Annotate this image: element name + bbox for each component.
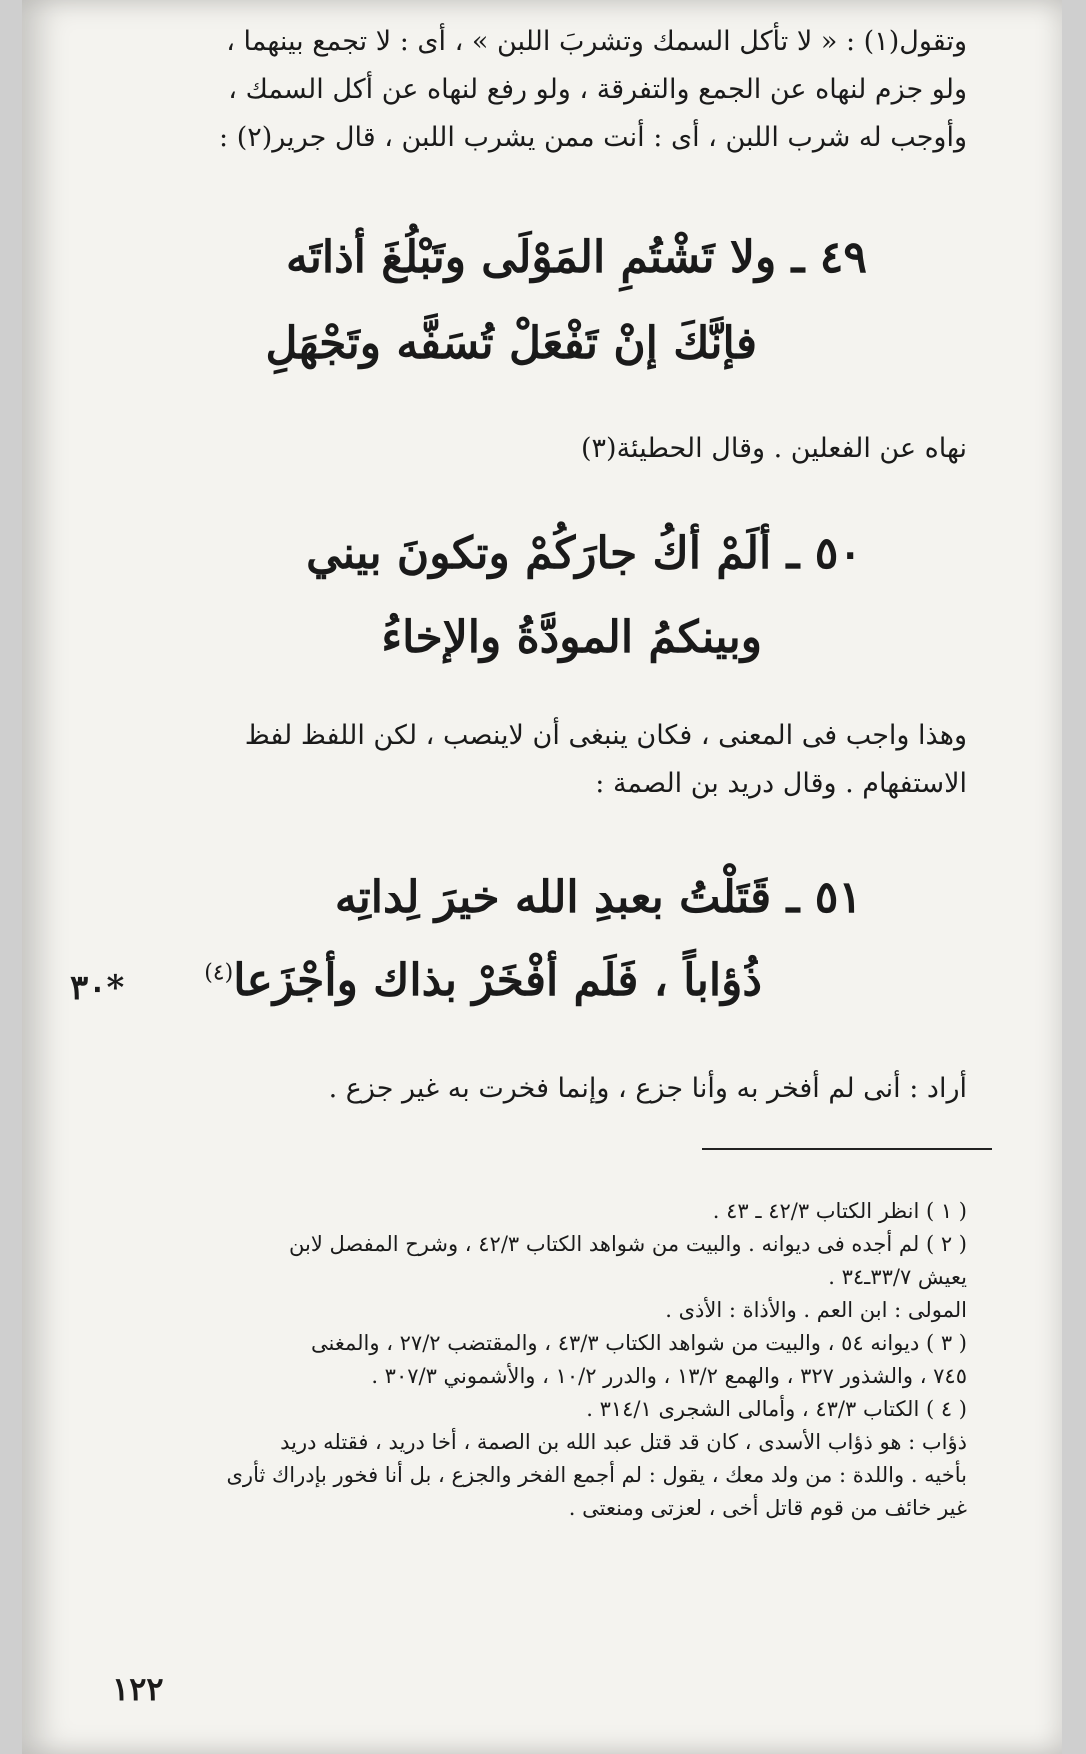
verse-51-hemistich-1: ٥١ ـ قَتَلْتُ بعبدِ الله خيرَ لِداتِه	[334, 872, 862, 923]
page-number: ١٢٢	[112, 1670, 164, 1708]
after-50-line-2: الاستفهام . وقال دريد بن الصمة :	[595, 768, 967, 799]
after-verse-49	[67, 425, 967, 473]
intro-paragraph	[67, 18, 967, 162]
footnote-separator	[702, 1148, 992, 1150]
verse-50-hemistich-1: ٥٠ ـ ألَمْ أكُ جارَكُمْ وتكونَ بيني	[306, 528, 862, 579]
after-verse-50	[67, 712, 967, 808]
verse-50-hemistich-2: وبينكمُ المودَّةُ والإخاءُ	[381, 612, 762, 663]
footnote-2-line-1: ( ٢ ) لم أجده فى ديوانه . والبيت من شواهد الكتاب ٤٢/٣ ، وشرح المفصل لابن	[288, 1232, 967, 1256]
intro-line-1: وتقول(١) : « لا تأكل السمك وتشربَ اللبن » ، أى : لا تجمع بينهما ،	[226, 26, 967, 57]
book-page	[22, 0, 1062, 1754]
after-verse-51	[67, 1065, 967, 1113]
footnote-1: ( ١ ) انظر الكتاب ٤٢/٣ ـ ٤٣ .	[712, 1199, 967, 1223]
footnote-3-line-1: ( ٣ ) ديوانه ٥٤ ، والبيت من شواهد الكتاب ٤٣/٣ ، والمقتضب ٢٧/٢ ، والمغنى	[311, 1331, 967, 1355]
footnotes	[57, 1195, 967, 1525]
after-50-line-1: وهذا واجب فى المعنى ، فكان ينبغى أن لاينصب ، لكن اللفظ لفظ	[244, 720, 967, 751]
intro-line-2: ولو جزم لنهاه عن الجمع والتفرقة ، ولو رفع لنهاه عن أكل السمك ،	[228, 74, 967, 105]
footnote-4-note-3: غير خائف من قوم قاتل أخى ، لعزتى ومنعتى .	[568, 1496, 967, 1520]
cross-reference-mark: *٣٠	[70, 968, 125, 1008]
verse-49-hemistich-1: ٤٩ ـ ولا تَشْتُمِ المَوْلَى وتَبْلُغَ أذاتَه	[286, 232, 867, 283]
footnote-4-note-2: بأخيه . واللدة : من ولد معك ، يقول : لم أجمع الفخر والجزع ، بل أنا فخور بإدراك ثأرى	[226, 1463, 967, 1487]
after-49-line: نهاه عن الفعلين . وقال الحطيئة(٣)	[580, 433, 967, 464]
intro-line-3: وأوجب له شرب اللبن ، أى : أنت ممن يشرب اللبن ، قال جرير(٢) :	[219, 122, 967, 153]
verse-51-hemistich-2-text: ذُؤاباً ، فَلَم أفْخَرْ بذاك وأجْزَعا	[233, 955, 762, 1006]
footnote-3-line-2: ٧٤٥ ، والشذور ٣٢٧ ، والهمع ١٣/٢ ، والدرر ١٠/٢ ، والأشموني ٣٠٧/٣ .	[371, 1364, 967, 1388]
verse-51-hemistich-2	[204, 955, 762, 1006]
footnote-2-line-2: يعيش ٣٣/٧ـ٣٤ .	[828, 1265, 967, 1289]
after-51-line: أراد : أنى لم أفخر به وأنا جزع ، وإنما فخرت به غير جزع .	[328, 1073, 967, 1104]
verse-49-hemistich-2: فإنَّكَ إنْ تَفْعَلْ تُسَفَّه وتَجْهَلِ	[265, 318, 757, 369]
footnote-4-note-1: ذؤاب : هو ذؤاب الأسدى ، كان قد قتل عبد الله بن الصمة ، أخا دريد ، فقتله دريد	[280, 1430, 967, 1454]
footnote-2-note: المولى : ابن العم . والأذاة : الأذى .	[665, 1298, 967, 1322]
footnote-4: ( ٤ ) الكتاب ٤٣/٣ ، وأمالى الشجرى ٣١٤/١ .	[586, 1397, 967, 1421]
footnote-marker-4: (٤)	[204, 960, 234, 986]
